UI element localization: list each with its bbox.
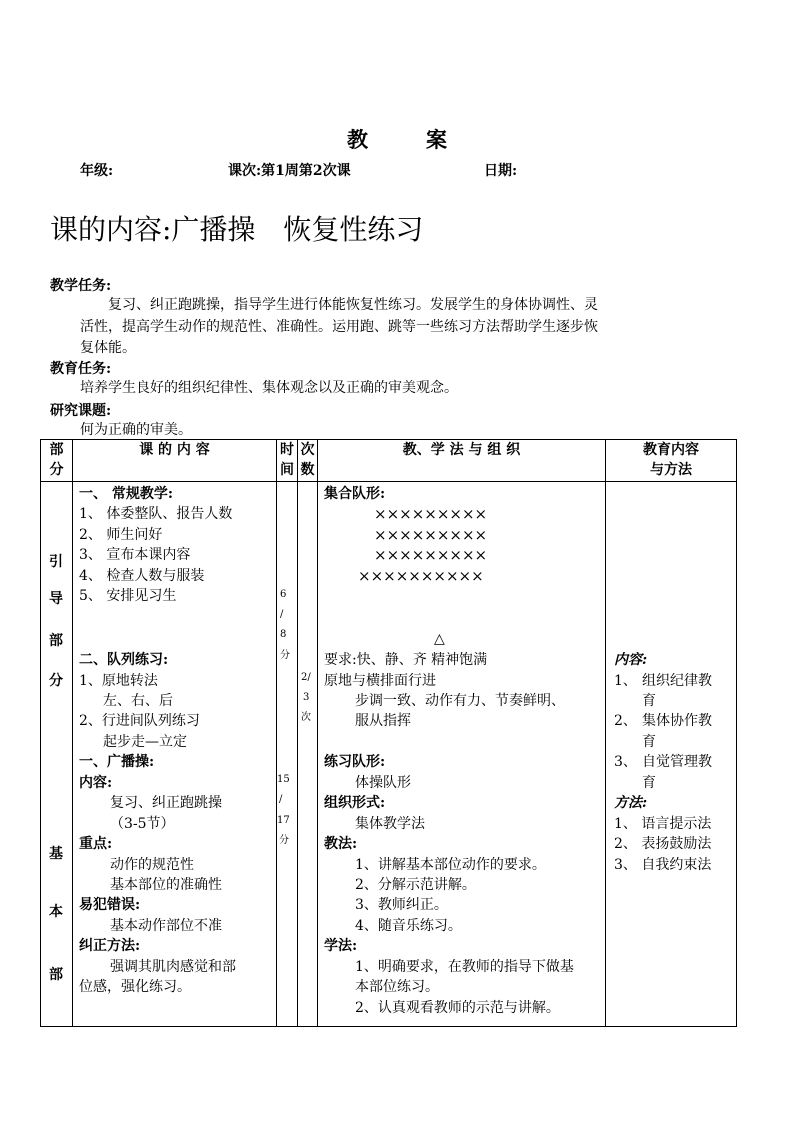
text: 2、认真观看教师的示范与讲解。 (355, 1000, 560, 1016)
formation-row: ××××××××× (374, 505, 488, 523)
text: 导 (49, 591, 63, 607)
text: 3、教师纠正。 (355, 897, 448, 913)
text: 3、 自我约束法 (614, 857, 712, 873)
text: 基本动作部位不准 (110, 918, 222, 934)
text: 左、右、后 (103, 693, 173, 709)
teaching-task-line: 复习、纠正跑跳操，指导学生进行体能恢复性练习。发展学生的身体协调性、灵 (108, 297, 598, 313)
text: / (280, 609, 284, 620)
text: 自觉管理教 (642, 754, 712, 770)
text: 1、原地转法 (79, 673, 158, 689)
text: 部 (49, 442, 64, 458)
text: 育 (642, 734, 656, 750)
header-part (41, 440, 73, 482)
text: 部 (49, 967, 63, 983)
text: 方法: (614, 795, 648, 811)
text: 二、队列练习: (79, 652, 169, 668)
formation-row: ××××××××× (374, 526, 488, 544)
text: 1、 体委整队、报告人数 (79, 506, 233, 522)
text: 2、 师生问好 (79, 527, 163, 543)
method-column (318, 482, 606, 1027)
text: 起步走—立定 (103, 734, 187, 750)
text: 4、随音乐练习。 (355, 918, 462, 934)
text: 一、广播操: (79, 754, 155, 770)
text: 练习队形: (324, 754, 386, 770)
text: 集体教学法 (355, 816, 425, 832)
text: 基 (49, 846, 63, 862)
text: 教、学 法 与 组 织 (402, 442, 521, 458)
edu-column (606, 482, 737, 1027)
date-label: 日期: (484, 163, 518, 179)
text: 4、 检查人数与服装 (79, 568, 205, 584)
text: 纠正方法: (79, 938, 141, 954)
text: 原地与横排面行进 (324, 673, 436, 689)
text: 1、讲解基本部位动作的要求。 (355, 857, 546, 873)
research-text: 何为正确的审美。 (80, 422, 192, 438)
lesson-label: 课次:第1周第2次课 (228, 163, 351, 179)
header-edu (606, 440, 737, 482)
text: 6 (280, 589, 287, 600)
text: 集体协作教 (642, 713, 712, 729)
text: 1、 (614, 673, 637, 689)
title-char-2: 案 (426, 127, 447, 152)
text: 15 (277, 774, 290, 785)
text: 次 (301, 712, 311, 723)
text: 2、分解示范讲解。 (355, 877, 476, 893)
text: 要求:快、静、齐 精神饱满 (324, 652, 488, 668)
text: 强调其肌肉感觉和部 (110, 959, 236, 975)
text: 组织形式: (324, 795, 386, 811)
text: 内容: (614, 652, 648, 668)
text: 内容: (79, 775, 113, 791)
text: 2、 (614, 713, 637, 729)
text: 动作的规范性 (110, 857, 194, 873)
text: 17 (277, 815, 290, 826)
text: 本部位练习。 (355, 979, 439, 995)
text: 数 (300, 462, 315, 478)
text: 引 (49, 554, 63, 570)
text: 育 (642, 775, 656, 791)
text: 3、 宣布本课内容 (79, 547, 191, 563)
header-content (73, 440, 277, 482)
text: 集合队形: (324, 486, 386, 502)
text: 育 (642, 693, 656, 709)
text: 1、明确要求，在教师的指导下做基 (355, 959, 574, 975)
text: 易犯错误: (79, 897, 141, 913)
header-time (277, 440, 298, 482)
text: 学法: (324, 938, 358, 954)
text: 2、 表扬鼓励法 (614, 836, 712, 852)
education-task-label: 教育任务: (50, 361, 112, 377)
text: 本 (49, 904, 63, 920)
text: 时 (280, 442, 294, 458)
text: 3 (303, 692, 310, 703)
page-title (0, 124, 794, 154)
text: 分 (49, 462, 64, 478)
table-body-row (41, 482, 737, 1027)
text: 1、 语言提示法 (614, 816, 712, 832)
text: 基本部位的准确性 (110, 877, 222, 893)
header-method (318, 440, 606, 482)
header-count (298, 440, 318, 482)
text: 2、行进间队列练习 (79, 713, 200, 729)
text: 分 (279, 835, 289, 846)
table-header-row (41, 440, 737, 482)
text: 部 (49, 633, 63, 649)
text: 与方法 (650, 462, 692, 478)
text: 5、 安排见习生 (79, 588, 177, 604)
text: 间 (280, 462, 294, 478)
text: 体操队形 (355, 775, 411, 791)
title-char-1: 教 (347, 127, 368, 152)
text: 服从指挥 (355, 713, 411, 729)
text: 8 (280, 629, 287, 640)
text: 重点: (79, 836, 113, 852)
text: 次 (300, 442, 315, 458)
text: 位感，强化练习。 (79, 979, 191, 995)
text: 教育内容 (643, 442, 699, 458)
formation-row: ××××××××× (374, 546, 488, 564)
text: 步调一致、动作有力、节奏鲜明、 (355, 693, 565, 709)
text: 课 的 内 容 (139, 442, 210, 458)
text: 2/ (301, 672, 311, 683)
text: （3-5节） (110, 816, 175, 832)
teaching-task-label: 教学任务: (50, 278, 112, 294)
lesson-plan-table (40, 439, 737, 1027)
text: / (279, 794, 283, 805)
teaching-task-line: 复体能。 (80, 340, 136, 356)
time-column (277, 482, 298, 1027)
text: 分 (280, 650, 290, 661)
formation-row: ×××××××××× (358, 567, 484, 585)
teaching-task-line: 活性，提高学生动作的规范性、准确性。运用跑、跳等一些练习方法帮助学生逐步恢 (80, 319, 598, 335)
text: 教法: (324, 836, 358, 852)
part-column (41, 482, 73, 1027)
grade-label: 年级: (80, 163, 114, 179)
text: 一、 常规教学: (79, 486, 174, 502)
education-task-text: 培养学生良好的组织纪律性、集体观念以及正确的审美观念。 (80, 380, 458, 396)
text: 组织纪律教 (642, 673, 712, 689)
count-column (298, 482, 318, 1027)
content-title: 课的内容:广播操 恢复性练习 (50, 213, 424, 246)
content-column (73, 482, 277, 1027)
teacher-triangle-icon: △ (434, 631, 445, 647)
text: 复习、纠正跑跳操 (110, 795, 222, 811)
research-label: 研究课题: (50, 403, 112, 419)
text: 3、 (614, 754, 637, 770)
text: 分 (49, 673, 63, 689)
